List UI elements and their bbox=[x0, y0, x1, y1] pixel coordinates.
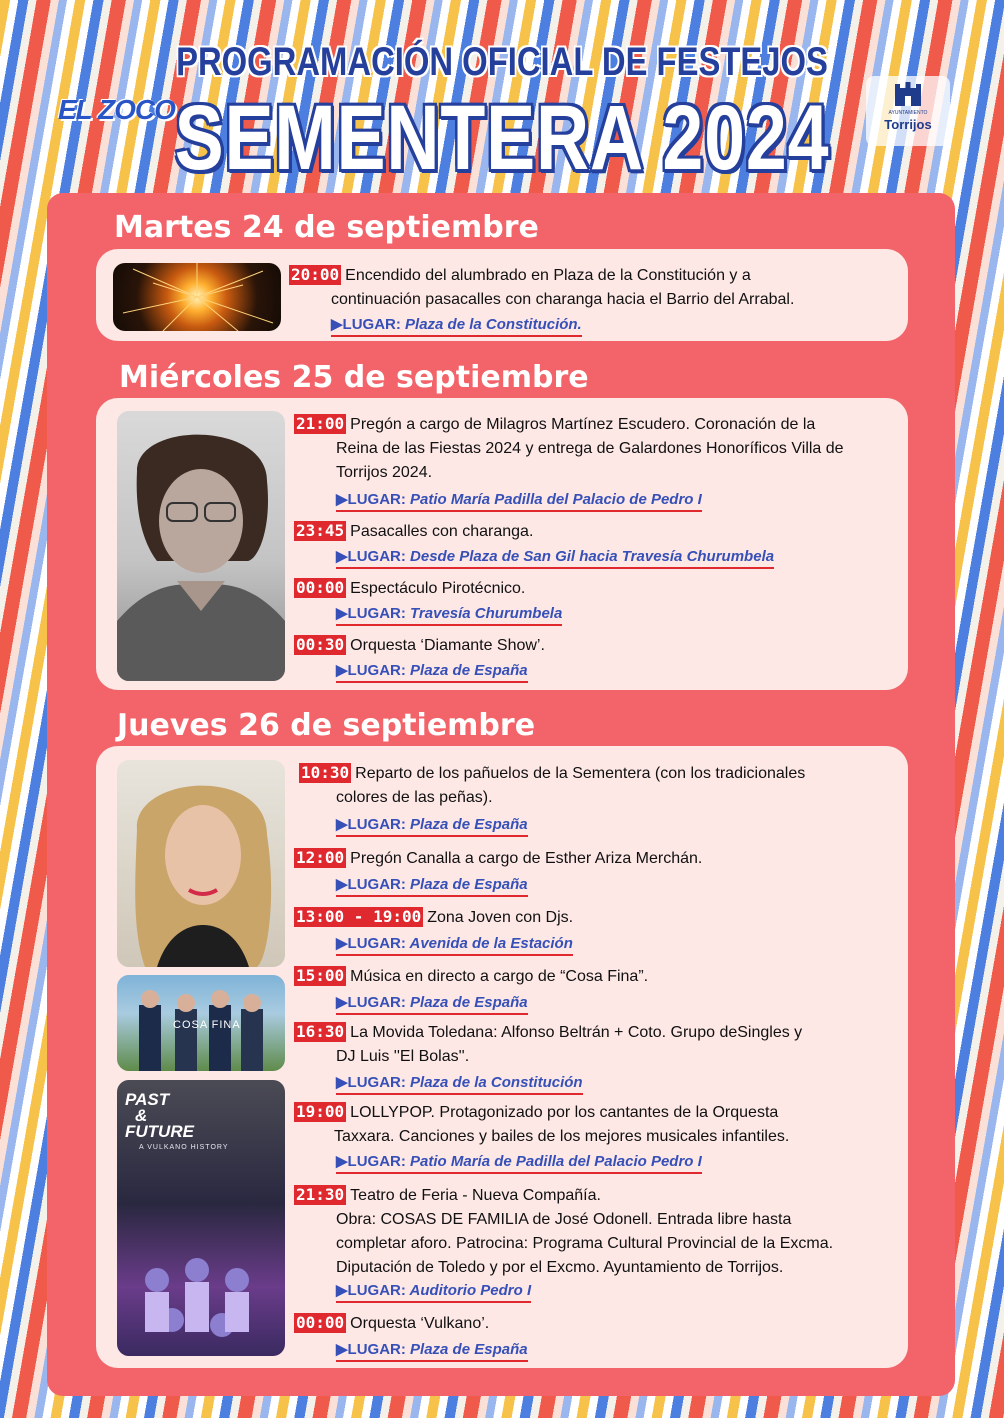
event-location bbox=[336, 875, 528, 897]
event-time: 10:30 bbox=[301, 763, 350, 782]
event-miercoles-1 bbox=[294, 413, 899, 485]
torrijos-logo bbox=[866, 76, 950, 146]
day-title-martes: Martes 24 de septiembre bbox=[114, 210, 539, 245]
portrait-image bbox=[117, 760, 285, 967]
milagros-photo bbox=[117, 411, 285, 681]
lugar-label: ▶LUGAR: bbox=[336, 1074, 406, 1091]
el-zoco-logo: EL ZOCO bbox=[58, 94, 175, 125]
ayuntamiento-text: AYUNTAMIENTO bbox=[888, 110, 928, 116]
event-location bbox=[331, 315, 582, 337]
lugar-label: ▶LUGAR: bbox=[336, 1282, 406, 1299]
lugar-value: Patio María de Padilla del Palacio Pedro I bbox=[410, 1153, 702, 1170]
cosa-fina-photo bbox=[117, 975, 285, 1071]
lugar-value: Plaza de la Constitución bbox=[410, 1074, 583, 1091]
lugar-label: ▶LUGAR: bbox=[336, 491, 406, 508]
event-miercoles-2 bbox=[294, 520, 899, 544]
event-text: Orquesta ‘Diamante Show’. bbox=[350, 637, 545, 654]
event-text-3: Torrijos 2024. bbox=[336, 464, 433, 481]
event-location bbox=[336, 1340, 528, 1362]
event-text: Teatro de Feria - Nueva Compañía. bbox=[350, 1187, 601, 1204]
event-text: Reparto de los pañuelos de la Sementera (con los tradicionales bbox=[355, 765, 806, 782]
event-text-2: continuación pasacalles con charanga hacia el Barrio del Arrabal. bbox=[331, 291, 795, 308]
lugar-value: Plaza de la Constitución. bbox=[405, 316, 582, 333]
day-title-miercoles: Miércoles 25 de septiembre bbox=[119, 360, 589, 395]
lugar-value: Travesía Churumbela bbox=[410, 605, 563, 622]
lugar-value: Auditorio Pedro I bbox=[409, 1282, 532, 1299]
lugar-label: ▶LUGAR: bbox=[336, 816, 406, 833]
sparkler-image bbox=[113, 263, 281, 331]
event-time: 16:30 bbox=[296, 1022, 345, 1041]
lugar-label: ▶LUGAR: bbox=[336, 662, 406, 679]
sparkler-photo bbox=[113, 263, 281, 331]
event-text: Zona Joven con Djs. bbox=[427, 909, 574, 926]
poster-title bbox=[125, 1092, 194, 1140]
lugar-label: ▶LUGAR: bbox=[336, 1153, 406, 1170]
lugar-label: ▶LUGAR: bbox=[336, 548, 406, 565]
lugar-label: ▶LUGAR: bbox=[336, 1341, 406, 1358]
event-location bbox=[336, 993, 528, 1015]
lugar-value: Plaza de España bbox=[410, 1341, 528, 1358]
event-text-3: completar aforo. Patrocina: Programa Cultural Provincial de la Excma. bbox=[336, 1235, 834, 1252]
event-time: 00:00 bbox=[296, 1313, 345, 1332]
event-time: 23:45 bbox=[296, 521, 345, 540]
event-time: 21:00 bbox=[296, 414, 345, 433]
lugar-value: Plaza de España bbox=[410, 816, 528, 833]
event-text: Música en directo a cargo de “Cosa Fina”. bbox=[350, 968, 649, 985]
lugar-label: ▶LUGAR: bbox=[336, 994, 406, 1011]
event-text: La Movida Toledana: Alfonso Beltrán + Coto. Grupo deSingles y bbox=[350, 1024, 803, 1041]
event-location bbox=[336, 1281, 531, 1303]
lugar-value: Plaza de España bbox=[410, 876, 528, 893]
lugar-value: Patio María Padilla del Palacio de Pedro I bbox=[410, 491, 702, 508]
event-location bbox=[336, 1152, 702, 1174]
event-location bbox=[336, 490, 702, 512]
esther-photo bbox=[117, 760, 285, 967]
event-text-2: Taxxara. Canciones y bailes de los mejores musicales infantiles. bbox=[334, 1128, 790, 1145]
lugar-label: ▶LUGAR: bbox=[331, 316, 401, 333]
event-text-4: Diputación de Toledo y por el Excmo. Ayuntamiento de Torrijos. bbox=[336, 1259, 784, 1276]
event-location bbox=[336, 934, 573, 956]
lugar-value: Desde Plaza de San Gil hacia Travesía Churumbela bbox=[410, 548, 775, 565]
event-jueves-3 bbox=[294, 906, 899, 930]
lugar-label: ▶LUGAR: bbox=[336, 605, 406, 622]
event-time: 00:30 bbox=[296, 635, 345, 654]
event-time: 19:00 bbox=[296, 1102, 345, 1121]
event-text: Orquesta ‘Vulkano’. bbox=[350, 1315, 490, 1332]
event-text-2: colores de las peñas). bbox=[336, 789, 493, 806]
header-subtitle: PROGRAMACIÓN OFICIAL DE FESTEJOS bbox=[176, 40, 828, 84]
poster-title-1: PAST bbox=[125, 1090, 170, 1109]
lugar-value: Plaza de España bbox=[410, 994, 528, 1011]
header bbox=[0, 0, 1004, 190]
event-location bbox=[336, 547, 774, 569]
shield-icon bbox=[891, 80, 925, 110]
event-jueves-8 bbox=[294, 1312, 899, 1336]
event-time: 00:00 bbox=[296, 578, 345, 597]
event-text-2: DJ Luis ''El Bolas''. bbox=[336, 1048, 470, 1065]
event-location bbox=[336, 815, 528, 837]
event-jueves-2 bbox=[294, 847, 899, 871]
portrait-image bbox=[117, 411, 285, 681]
vulkano-poster bbox=[117, 1080, 285, 1356]
poster-title-2: & bbox=[135, 1106, 148, 1125]
event-jueves-1 bbox=[299, 762, 899, 810]
day-title-jueves: Jueves 26 de septiembre bbox=[117, 708, 536, 743]
event-time: 12:00 bbox=[296, 848, 345, 867]
event-location bbox=[336, 661, 528, 683]
torrijos-text: Torrijos bbox=[884, 117, 932, 132]
event-text-2: Obra: COSAS DE FAMILIA de José Odonell. Entrada libre hasta bbox=[336, 1211, 792, 1228]
event-miercoles-4 bbox=[294, 634, 899, 658]
event-jueves-6 bbox=[294, 1101, 899, 1149]
lugar-value: Avenida de la Estación bbox=[409, 935, 573, 952]
event-text: Pregón a cargo de Milagros Martínez Escudero. Coronación de la bbox=[350, 416, 816, 433]
cosa-fina-label: COSA FINA bbox=[173, 1019, 241, 1031]
event-miercoles-3 bbox=[294, 577, 899, 601]
event-time: 13:00 - 19:00 bbox=[296, 907, 422, 926]
event-jueves-7 bbox=[294, 1184, 899, 1280]
header-title: SEMENTERA 2024 bbox=[174, 87, 830, 189]
event-jueves-5 bbox=[294, 1021, 899, 1069]
poster-title-3: FUTURE bbox=[125, 1122, 194, 1141]
event-time: 15:00 bbox=[296, 966, 345, 985]
event-location bbox=[336, 1073, 583, 1095]
event-martes-1 bbox=[289, 264, 899, 312]
lugar-label: ▶LUGAR: bbox=[336, 876, 406, 893]
event-jueves-4 bbox=[294, 965, 899, 989]
event-text: Pasacalles con charanga. bbox=[350, 523, 534, 540]
poster-subtitle: A VULKANO HISTORY bbox=[139, 1144, 229, 1151]
event-text: Pregón Canalla a cargo de Esther Ariza Merchán. bbox=[350, 850, 703, 867]
event-text: Espectáculo Pirotécnico. bbox=[350, 580, 526, 597]
lugar-label: ▶LUGAR: bbox=[336, 935, 406, 952]
lugar-value: Plaza de España bbox=[410, 662, 528, 679]
event-time: 20:00 bbox=[291, 265, 340, 284]
event-location bbox=[336, 604, 562, 626]
event-text-2: Reina de las Fiestas 2024 y entrega de Galardones Honoríficos Villa de bbox=[336, 440, 844, 457]
event-text: Encendido del alumbrado en Plaza de la Constitución y a bbox=[345, 267, 751, 284]
event-time: 21:30 bbox=[296, 1185, 345, 1204]
event-text: LOLLYPOP. Protagonizado por los cantantes de la Orquesta bbox=[350, 1104, 779, 1121]
